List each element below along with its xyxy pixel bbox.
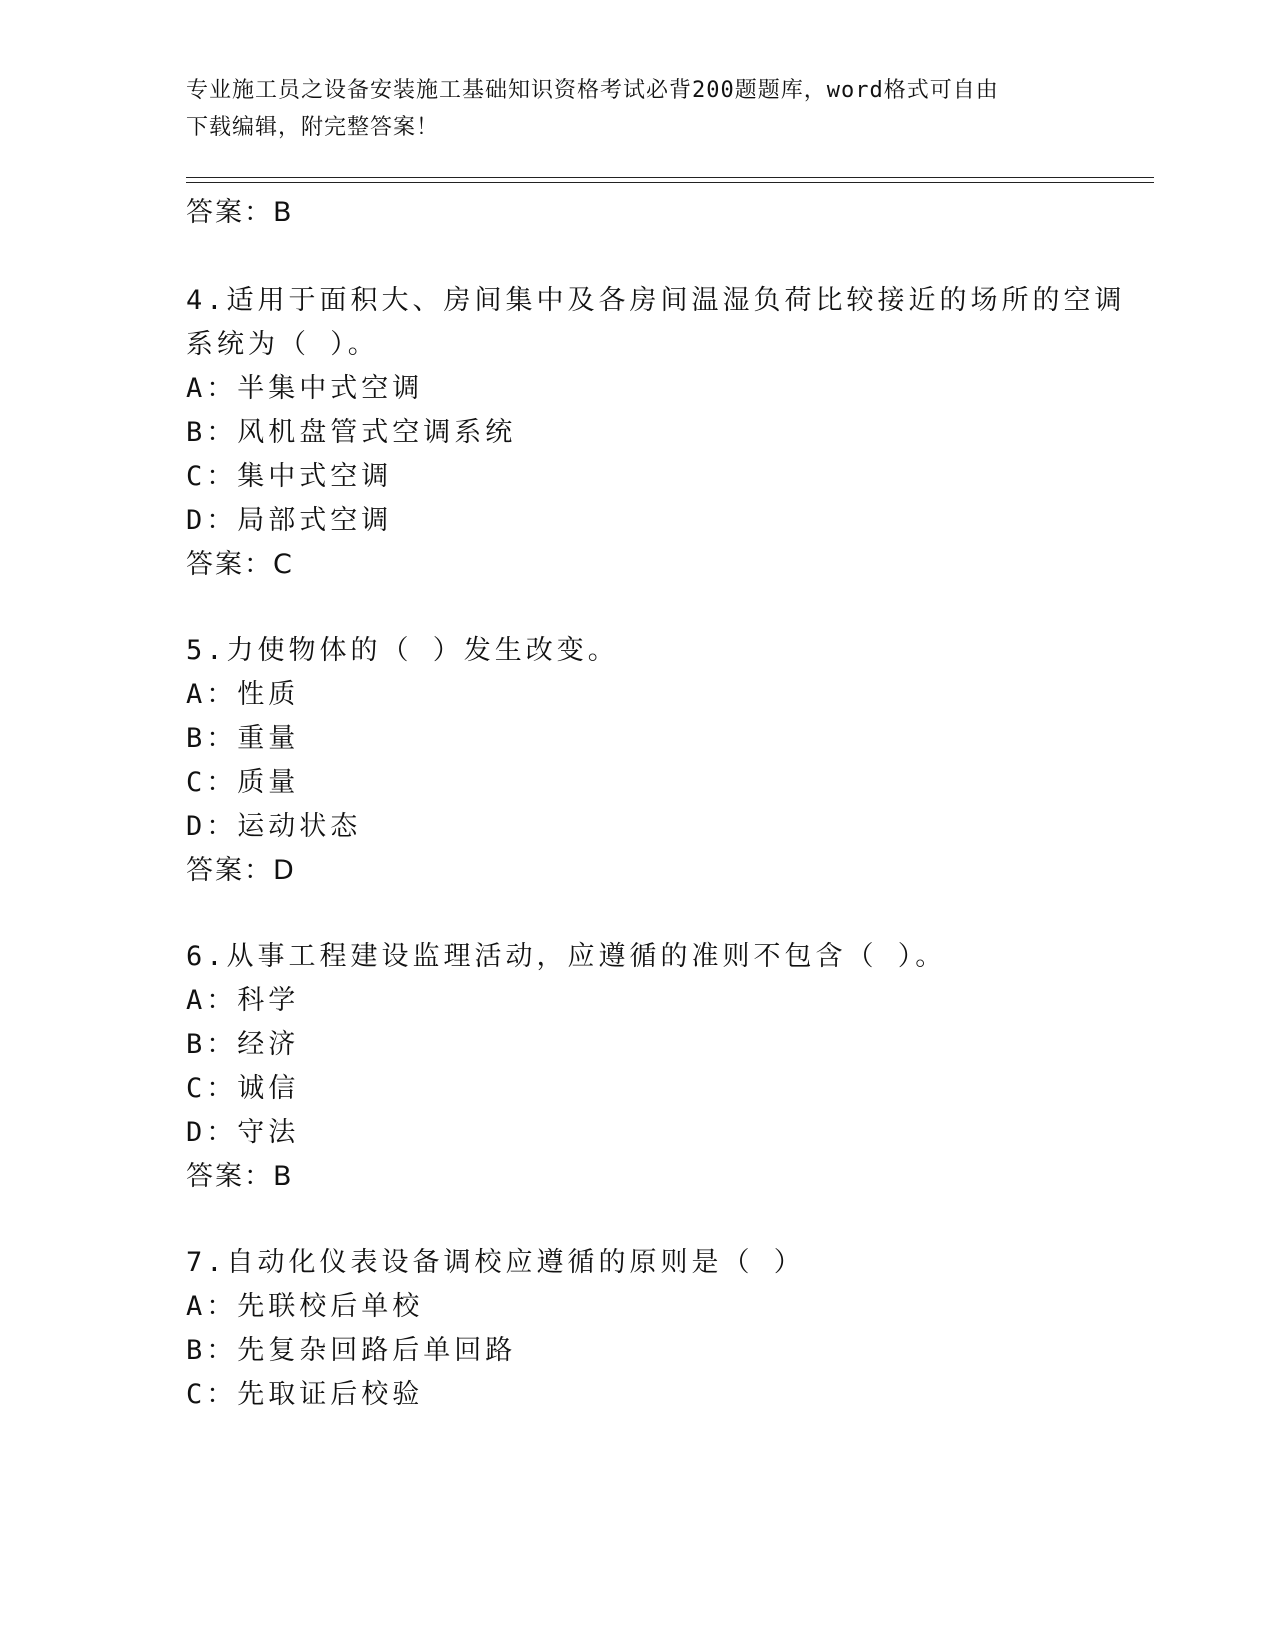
answer-6: 答案：B xyxy=(186,1161,294,1192)
question-4-option-b: B：风机盘管式空调系统 xyxy=(186,417,517,448)
question-6-text: 6.从事工程建设监理活动，应遵循的准则不包含（ ）。 xyxy=(186,941,947,972)
question-7-option-c: C：先取证后校验 xyxy=(186,1379,424,1410)
document-header xyxy=(186,72,1066,146)
question-5-option-b: B：重量 xyxy=(186,723,300,754)
question-4-text-line-2: 系统为（ ）。 xyxy=(186,329,379,360)
question-5-text: 5.力使物体的（ ）发生改变。 xyxy=(186,635,619,666)
question-7-option-a: A：先联校后单校 xyxy=(186,1291,424,1322)
answer-4: 答案：C xyxy=(186,549,294,580)
question-4-option-c: C：集中式空调 xyxy=(186,461,393,492)
header-line-1: 专业施工员之设备安装施工基础知识资格考试必背200题题库，word格式可自由 xyxy=(186,78,999,103)
question-4-text-line-1: 4.适用于面积大、房间集中及各房间温湿负荷比较接近的场所的空调 xyxy=(186,285,1126,316)
question-4-option-d: D：局部式空调 xyxy=(186,505,393,536)
header-divider-bottom xyxy=(186,182,1154,183)
header-divider-top xyxy=(186,177,1154,178)
question-5-option-c: C：质量 xyxy=(186,767,300,798)
question-6-option-b: B：经济 xyxy=(186,1029,300,1060)
question-6-option-c: C：诚信 xyxy=(186,1073,300,1104)
question-5-option-d: D：运动状态 xyxy=(186,811,362,842)
question-7-text: 7.自动化仪表设备调校应遵循的原则是（ ） xyxy=(186,1247,805,1278)
question-6-option-a: A：科学 xyxy=(186,985,300,1016)
header-line-2: 下载编辑，附完整答案！ xyxy=(186,115,440,140)
question-6-option-d: D：守法 xyxy=(186,1117,300,1148)
answer-5: 答案：D xyxy=(186,855,296,886)
answer-3: 答案：B xyxy=(186,197,294,228)
question-5-option-a: A：性质 xyxy=(186,679,300,710)
question-7-option-b: B：先复杂回路后单回路 xyxy=(186,1335,517,1366)
question-4-option-a: A：半集中式空调 xyxy=(186,373,424,404)
